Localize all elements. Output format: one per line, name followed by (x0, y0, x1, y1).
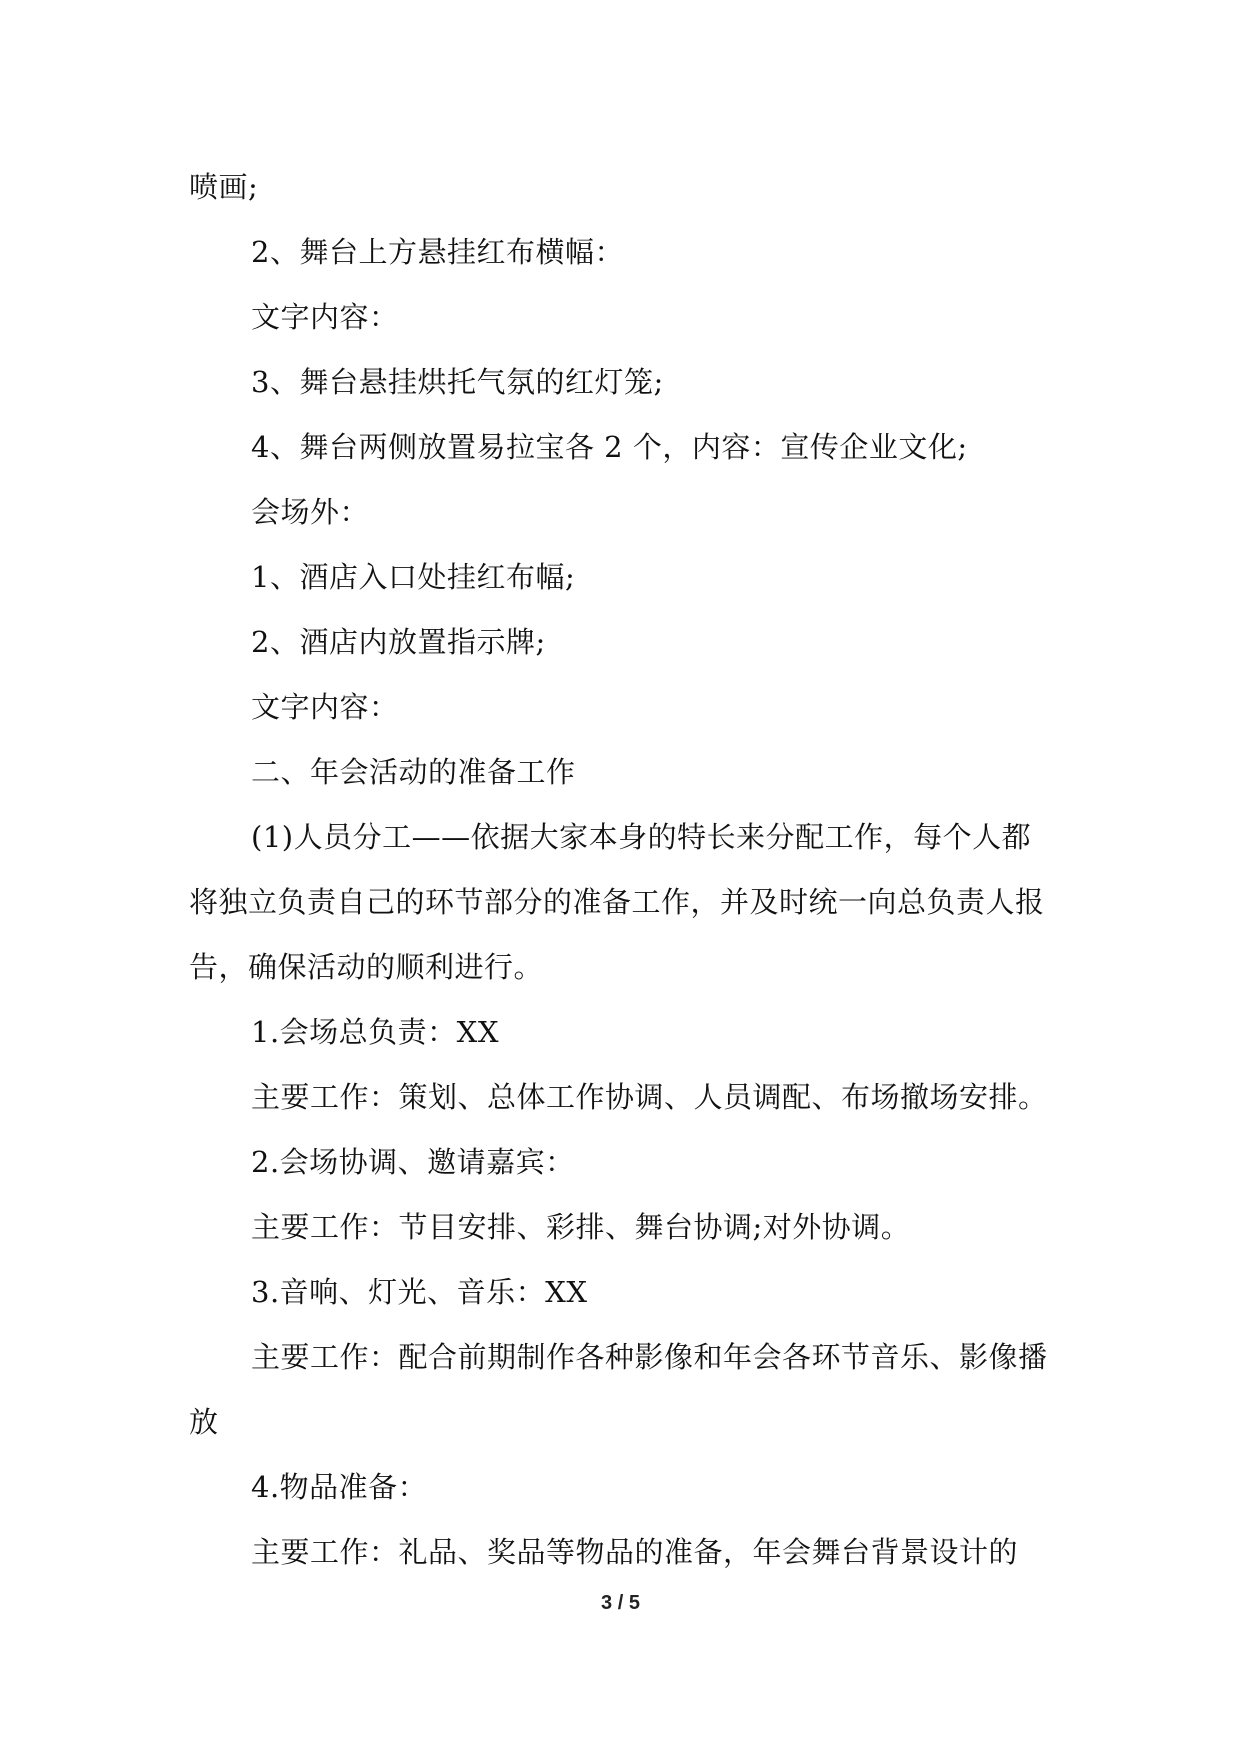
paragraph: 1.会场总负责：XX (251, 1015, 499, 1049)
paragraph: 会场外： (251, 495, 370, 529)
paragraph: 2.会场协调、邀请嘉宾： (251, 1145, 575, 1179)
paragraph: (1)人员分工——依据大家本身的特长来分配工作，每个人都将独立负责自己的环节部分的准备工作，并及时统一向总负责人报告，确保活动的顺利进行。 (189, 820, 1045, 984)
paragraph: 3.音响、灯光、音乐：XX (251, 1275, 588, 1309)
paragraph: 文字内容： (251, 690, 399, 724)
paragraph: 主要工作：配合前期制作各种影像和年会各环节音乐、影像播放 (189, 1340, 1048, 1439)
paragraph: 主要工作：节目安排、彩排、舞台协调;对外协调。 (251, 1210, 911, 1244)
paragraph: 4、舞台两侧放置易拉宝各 2 个，内容：宣传企业文化; (251, 430, 968, 464)
paragraph: 2、酒店内放置指示牌; (251, 625, 546, 659)
document-body (189, 155, 1059, 1585)
section-heading: 二、年会活动的准备工作 (251, 755, 576, 789)
paragraph: 3、舞台悬挂烘托气氛的红灯笼; (251, 365, 664, 399)
paragraph: 2、舞台上方悬挂红布横幅： (251, 235, 624, 269)
paragraph: 4.物品准备： (251, 1470, 428, 1504)
page-number: 3 / 5 (601, 1592, 640, 1614)
paragraph: 主要工作：策划、总体工作协调、人员调配、布场撤场安排。 (251, 1080, 1048, 1114)
paragraph: 喷画; (189, 170, 259, 204)
paragraph: 主要工作：礼品、奖品等物品的准备，年会舞台背景设计的 (251, 1535, 1019, 1569)
paragraph: 1、酒店入口处挂红布幅; (251, 560, 576, 594)
paragraph: 文字内容： (251, 300, 399, 334)
